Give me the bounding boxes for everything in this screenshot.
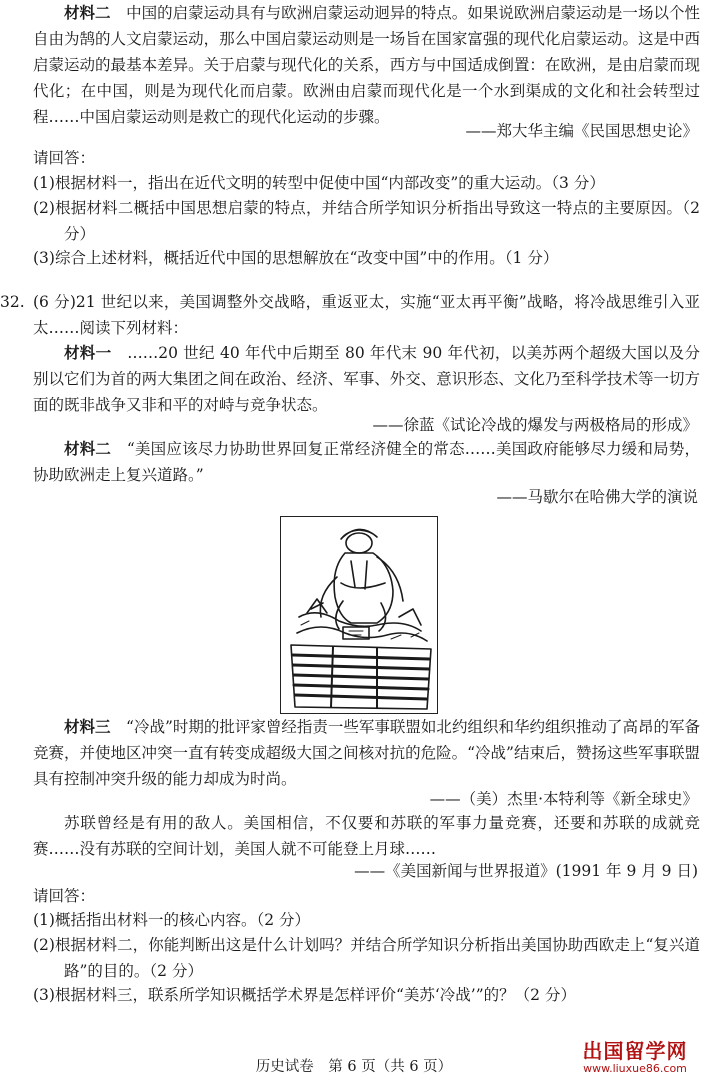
site-logo bbox=[562, 1040, 708, 1086]
q32-material-one-source: ——徐蓝《试论冷战的爆发与两极格局的形成》 bbox=[372, 416, 698, 434]
q32-material-two-label: 材料二 bbox=[64, 439, 112, 458]
question-32-number: 32. bbox=[0, 293, 25, 311]
q32-material-two-source: ——马歇尔在哈佛大学的演说 bbox=[496, 488, 698, 506]
q32-material-two-paragraph bbox=[33, 436, 700, 488]
cartoon-drawing bbox=[281, 517, 437, 713]
q32-material-two-text: “美国应该尽力协助世界回复正常经济健全的常态……美国政府能够尽力缓和局势，协助欧洲走上复兴道路。” bbox=[33, 440, 700, 484]
material-two-paragraph bbox=[33, 0, 700, 130]
page-footer: 历史试卷 第 6 页（共 6 页） bbox=[255, 1059, 453, 1075]
question-32-2: (2)根据材料二，你能判断出这是什么计划吗？并结合所学知识分析指出美国协助西欧走上“复兴道路”的目的。（2 分） bbox=[33, 936, 700, 980]
question-31-2: (2)根据材料二概括中国思想启蒙的特点，并结合所学知识分析指出导致这一特点的主要原因。（2 分） bbox=[33, 199, 700, 243]
q32-material-three-paragraph bbox=[33, 714, 700, 792]
question-31-1: (1)根据材料一，指出在近代文明的转型中促使中国“内部改变”的重大运动。（3 分） bbox=[33, 174, 605, 192]
q32-material-three-label: 材料三 bbox=[64, 717, 111, 736]
q32-material-three-source: ——（美）杰里·本特利等《新全球史》 bbox=[429, 790, 698, 808]
cartoon-hat bbox=[341, 529, 377, 539]
q32-material-one-label: 材料一 bbox=[64, 343, 112, 362]
answer-prompt-32: 请回答： bbox=[33, 887, 96, 905]
answer-prompt-top: 请回答： bbox=[33, 149, 96, 167]
question-32-intro-block bbox=[0, 289, 700, 341]
q32-material-one-text: ……20 世纪 40 年代中后期至 80 年代末 90 年代初，以美苏两个超级大国以及分别以它们为首的两大集团之间在政治、经济、军事、外交、意识形态、文化乃至科学技术等一切方面的既非战争又非和平的对峙与竞争状态。 bbox=[33, 344, 700, 414]
site-logo-url: www.liuxue86.com bbox=[583, 1062, 687, 1075]
q32-material-three-text-two: 苏联曾经是有用的敌人。美国相信，不仅要和苏联的军事力量竞赛，还要和苏联的成就竞赛……没有苏联的空间计划，美国人就不可能登上月球…… bbox=[33, 814, 700, 858]
question-31-3: (3)综合上述材料，概括近代中国的思想解放在“改变中国”中的作用。（1 分） bbox=[33, 249, 559, 267]
site-logo-title: 出国留学网 bbox=[582, 1039, 688, 1063]
material-two-source: ——郑大华主编《民国思想史论》 bbox=[465, 122, 698, 140]
q32-material-one-paragraph bbox=[33, 340, 700, 418]
question-32-1: (1)概括指出材料一的核心内容。（2 分） bbox=[33, 911, 310, 929]
question-32-intro: (6 分)21 世纪以来，美国调整外交战略，重返亚太，实施“亚太再平衡”战略，将冷战思维引入亚太……阅读下列材料： bbox=[33, 293, 700, 337]
q32-material-three-text: “冷战”时期的批评家曾经指责一些军事联盟如北约组织和华约组织推动了高昂的军备竞赛，并使地区冲突一直有转变成超级大国之间核对抗的危险。“冷战”结束后，赞扬这些军事联盟具有控制冲突升级的能力却成为时尚。 bbox=[33, 718, 700, 788]
cartoon-striped-bales bbox=[291, 645, 431, 709]
cartoon-head bbox=[346, 533, 372, 553]
cartoon-illustration bbox=[280, 516, 438, 714]
q32-material-three-source-two: ——《美国新闻与世界报道》(1991 年 9 月 9 日) bbox=[354, 862, 698, 880]
question-32-3: (3)根据材料三，联系所学知识概括学术界是怎样评价“美苏‘冷战’”的？（2 分） bbox=[33, 986, 576, 1004]
material-two-text: 中国的启蒙运动具有与欧洲启蒙运动迥异的特点。如果说欧洲启蒙运动是一场以个性自由为鹄的人文启蒙运动，那么中国启蒙运动则是一场旨在国家富强的现代化启蒙运动。这是中西启蒙运动的最基本差异。关于启蒙与现代化的关系，西方与中国适成倒置：在欧洲，是由启蒙而现代化；在中国，则是为现代化而启蒙。欧洲由启蒙而现代化是一个水到渠成的文化和社会转型过程……中国启蒙运动则是救亡的现代化运动的步骤。 bbox=[33, 4, 700, 126]
material-two-label: 材料二 bbox=[64, 3, 111, 22]
